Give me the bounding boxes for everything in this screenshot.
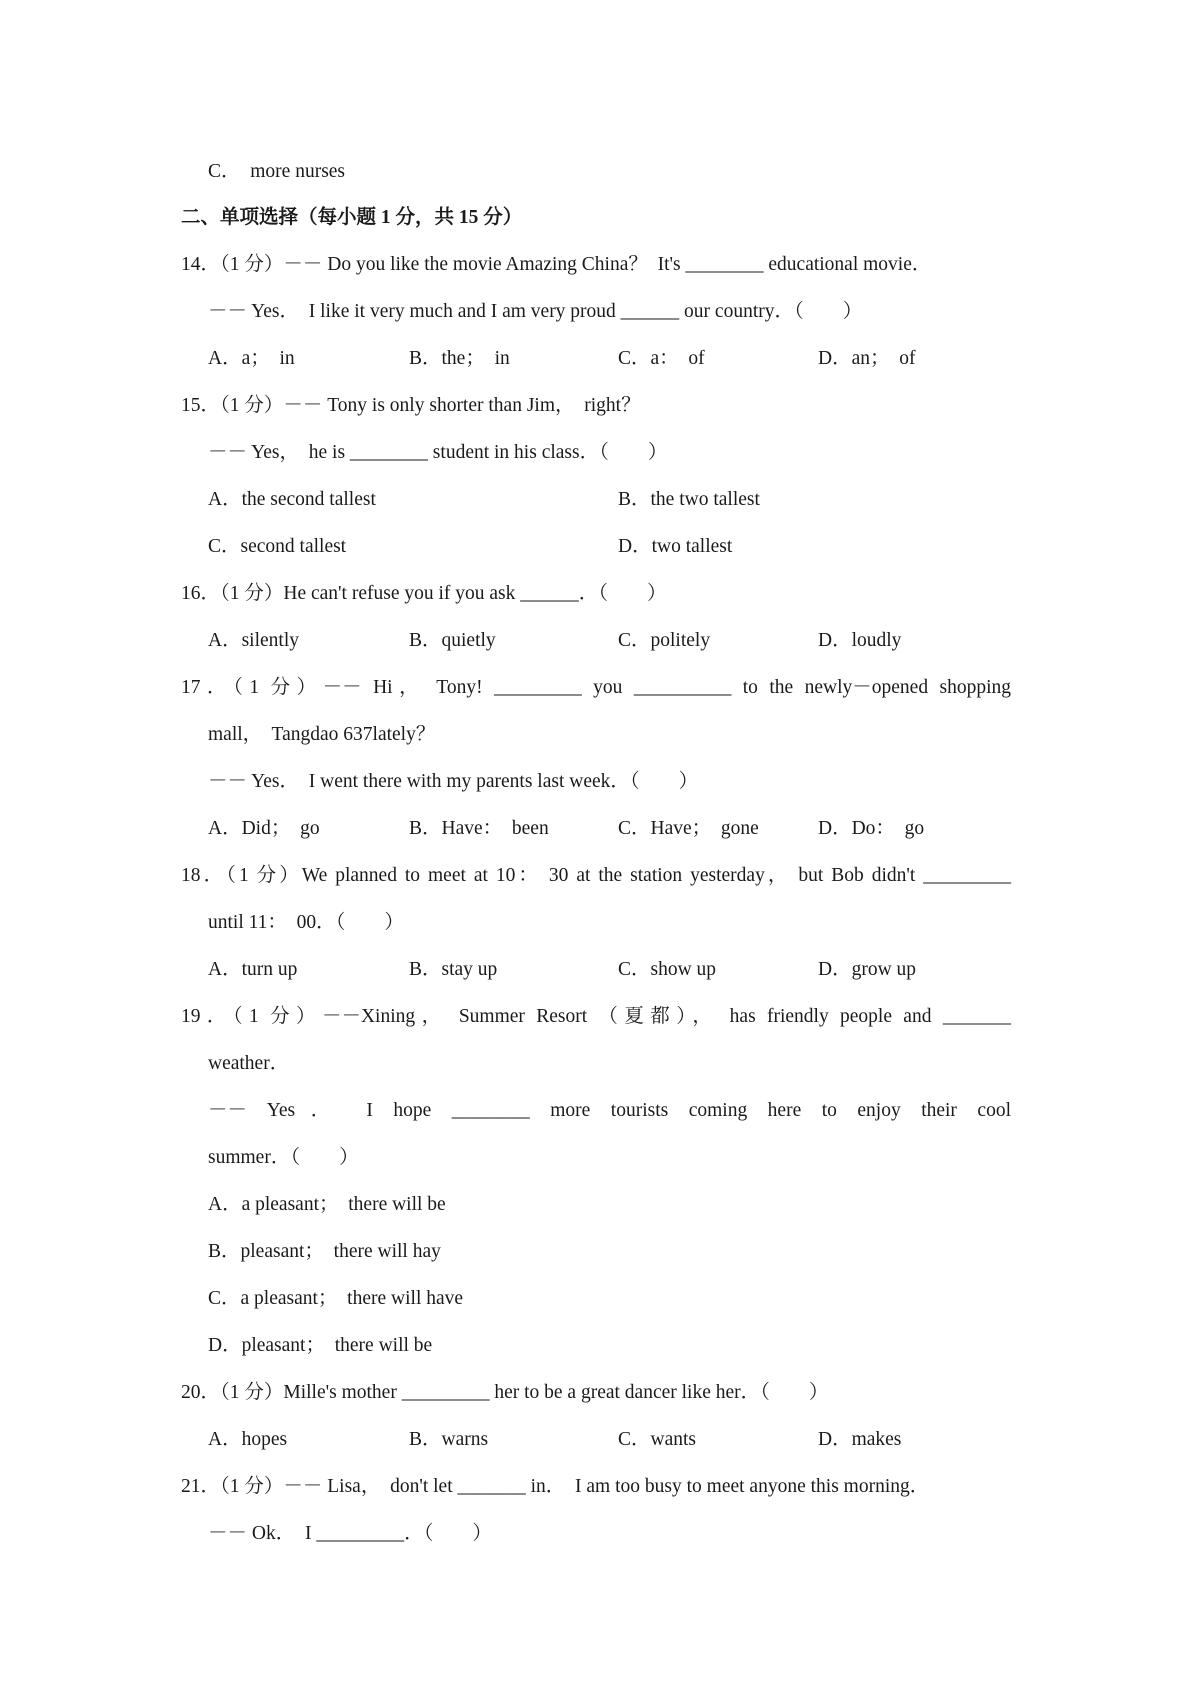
question-19-option-c: C．a pleasant； there will have (208, 1288, 464, 1309)
question-14-stem: 14．（1 分）－－ Do you like the movie Amazing China？ It's ________ educational movie． (181, 254, 932, 275)
question-19-option-d: D．pleasant； there will be (208, 1335, 433, 1356)
question-17-option-a: A．Did； go (208, 818, 320, 839)
question-15-option-a: A．the second tallest (208, 489, 376, 510)
question-19-line3: －－ Yes． I hope ________ more tourists coming here to enjoy their cool (208, 1100, 1011, 1121)
question-20-option-d: D．makes (818, 1429, 902, 1450)
question-18-line2: until 11： 00．（ ） (208, 912, 404, 933)
question-15-option-b: B．the two tallest (618, 489, 760, 510)
question-14-option-b: B．the； in (409, 348, 510, 369)
question-20-stem: 20．（1 分）Mille's mother _________ her to be a great dancer like her．（ ） (181, 1382, 829, 1403)
question-20-option-c: C．wants (618, 1429, 697, 1450)
question-17-line3: －－ Yes． I went there with my parents last week．（ ） (208, 771, 699, 792)
question-14-option-a: A．a； in (208, 348, 295, 369)
question-19-stem: 19．（1 分）－－Xining， Summer Resort （夏都）， has friendly people and _______ (181, 1006, 1011, 1027)
question-19-line2: weather． (208, 1053, 290, 1074)
question-14-option-d: D．an； of (818, 348, 916, 369)
question-19-option-b: B．pleasant； there will hay (208, 1241, 441, 1262)
section-heading: 二、单项选择（每小题 1 分，共 15 分） (181, 207, 523, 228)
question-18-option-d: D．grow up (818, 959, 917, 980)
question-15-option-d: D．two tallest (618, 536, 733, 557)
question-19-line4: summer．（ ） (208, 1147, 359, 1168)
question-18-option-a: A．turn up (208, 959, 298, 980)
question-14-line2: －－ Yes． I like it very much and I am very proud ______ our country．（ ） (208, 301, 863, 322)
question-19-option-a: A．a pleasant； there will be (208, 1194, 446, 1215)
previous-question-option-c: C． more nurses (208, 161, 346, 182)
question-16-option-d: D．loudly (818, 630, 902, 651)
question-20-option-a: A．hopes (208, 1429, 288, 1450)
question-14-option-c: C．a： of (618, 348, 705, 369)
question-21-line2: －－ Ok． I _________．（ ） (208, 1523, 492, 1544)
question-17-option-c: C．Have； gone (618, 818, 759, 839)
question-16-option-c: C．politely (618, 630, 711, 651)
question-15-line2: －－ Yes， he is ________ student in his class．（ ） (208, 442, 668, 463)
question-17-line2: mall， Tangdao 637lately？ (208, 724, 436, 745)
question-17-option-b: B．Have： been (409, 818, 549, 839)
question-15-stem: 15．（1 分）－－ Tony is only shorter than Jim， right？ (181, 395, 641, 416)
question-16-option-b: B．quietly (409, 630, 496, 651)
question-15-option-c: C．second tallest (208, 536, 347, 557)
question-18-stem: 18．（1 分）We planned to meet at 10： 30 at the station yesterday， but Bob didn't _________ (181, 865, 1011, 886)
question-20-option-b: B．warns (409, 1429, 489, 1450)
question-18-option-b: B．stay up (409, 959, 498, 980)
question-16-stem: 16．（1 分）He can't refuse you if you ask ______．（ ） (181, 583, 667, 604)
question-21-stem: 21．（1 分）－－ Lisa， don't let _______ in． I am too busy to meet anyone this morning． (181, 1476, 930, 1497)
question-17-stem: 17．（1 分）－－ Hi， Tony! _________ you __________ to the newly－opened shopping (181, 677, 1011, 698)
question-16-option-a: A．silently (208, 630, 299, 651)
question-18-option-c: C．show up (618, 959, 717, 980)
question-17-option-d: D．Do： go (818, 818, 925, 839)
